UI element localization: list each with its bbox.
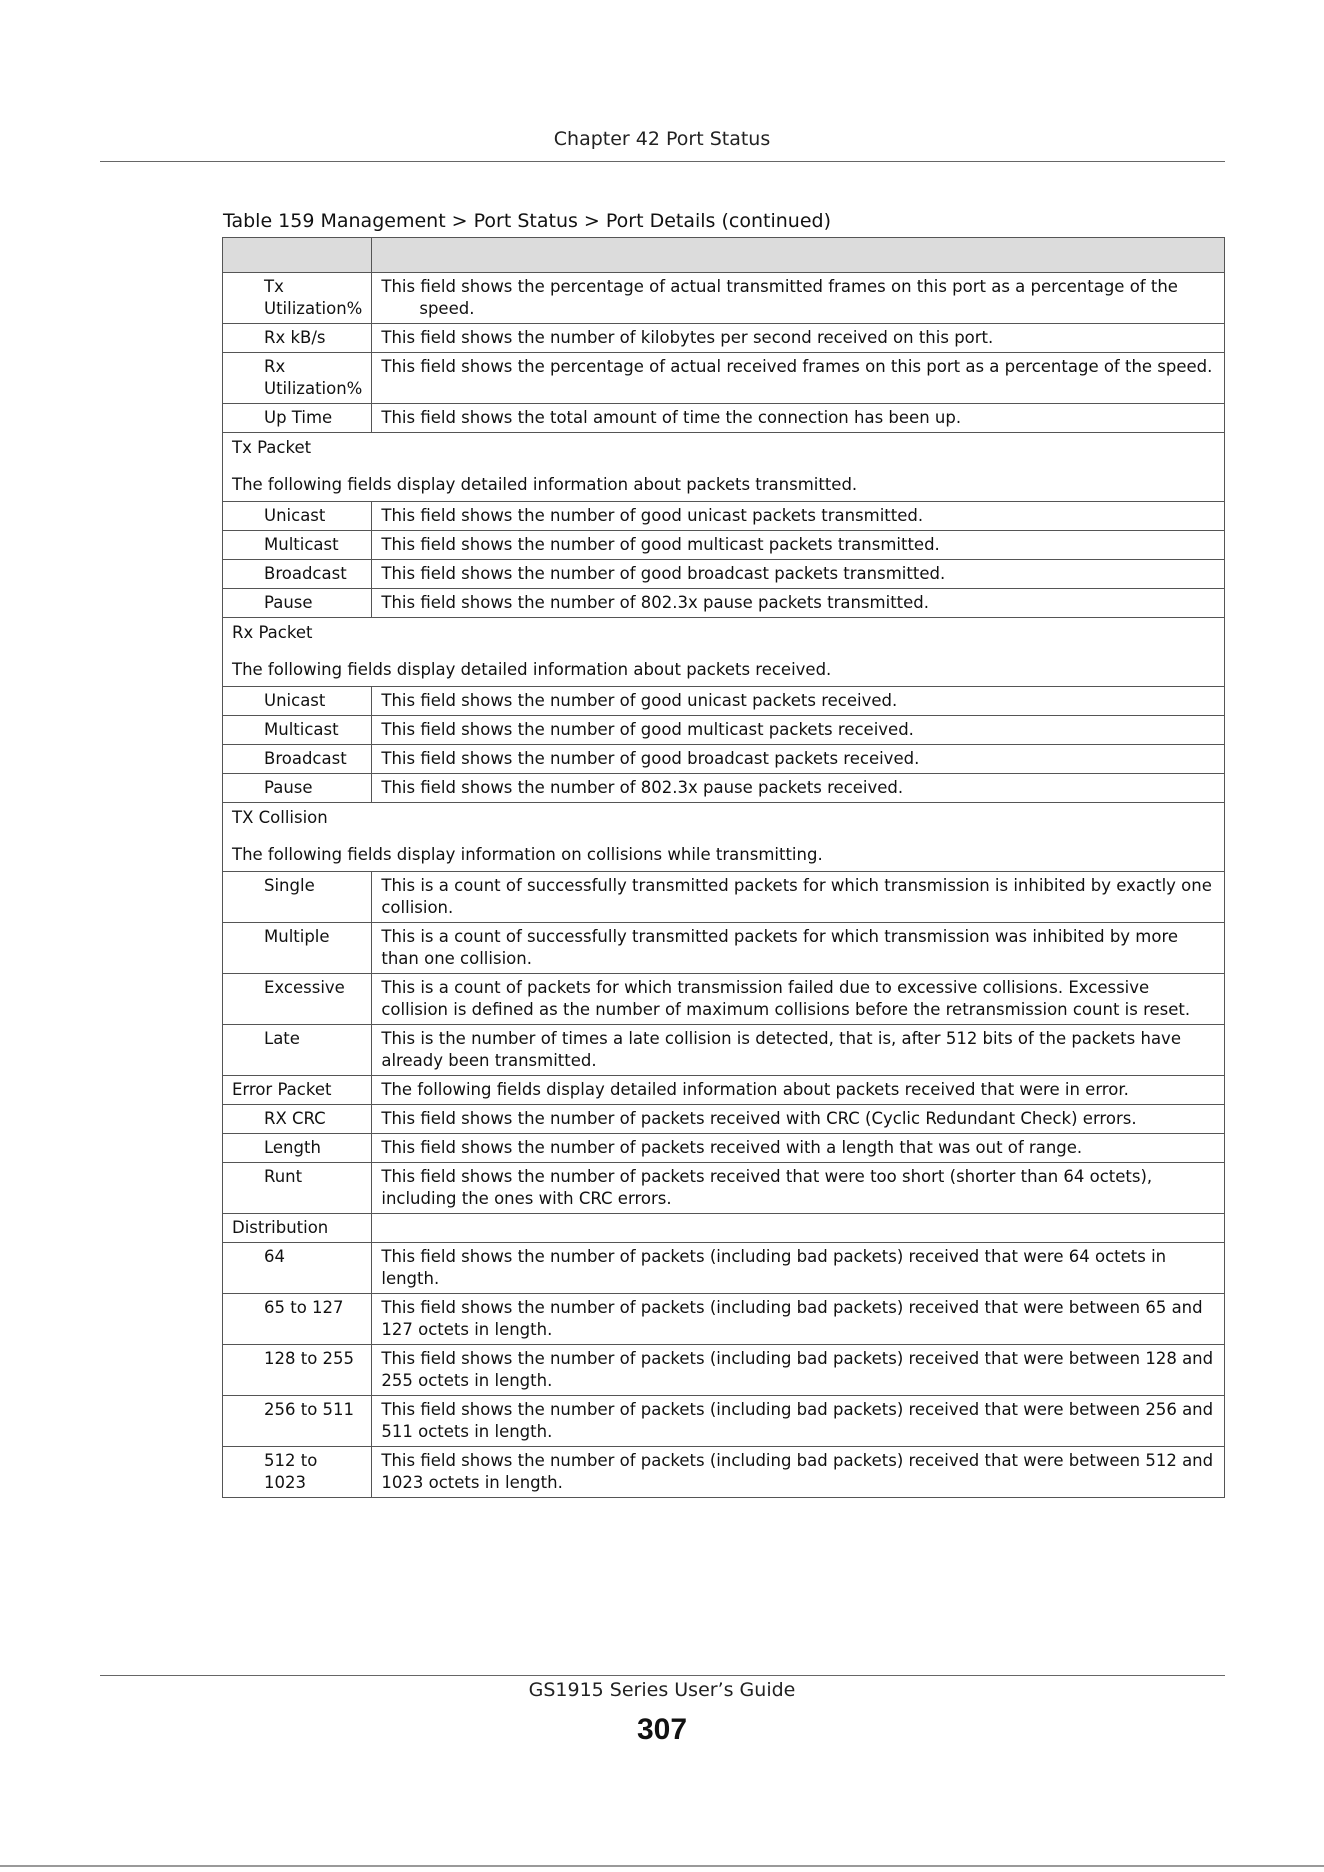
footer-guide-title: GS1915 Series User’s Guide — [528, 1679, 796, 1701]
row-label: Up Time — [223, 404, 372, 433]
page-number: 307 — [636, 1713, 688, 1746]
table-row — [223, 687, 1225, 716]
row-description: This field shows the total amount of time the connection has been up. — [372, 404, 1225, 433]
row-label: Single — [223, 872, 372, 923]
row-label: Runt — [223, 1163, 372, 1214]
section-title: TX Collision — [232, 808, 328, 827]
row-description-empty — [372, 1214, 1225, 1243]
table-caption: Table 159 Management > Port Status > Port Details (continued) — [223, 210, 831, 232]
row-description: This field shows the number of good broadcast packets received. — [372, 745, 1225, 774]
row-label: Rx Utilization% — [223, 353, 372, 404]
row-label: Unicast — [223, 687, 372, 716]
table-row — [223, 1243, 1225, 1294]
row-label: Distribution — [223, 1214, 372, 1243]
section-cell — [223, 618, 1225, 687]
row-label: 64 — [223, 1243, 372, 1294]
table-header-row — [223, 238, 1225, 273]
table-row-error-packet — [223, 1076, 1225, 1105]
row-description: This field shows the number of packets received that were too short (shorter than 64 octets), including the ones with CRC errors. — [372, 1163, 1225, 1214]
header-cell-description — [372, 238, 1225, 273]
row-description: This field shows the number of good multicast packets received. — [372, 716, 1225, 745]
row-label: Tx Utilization% — [223, 273, 372, 324]
table-row — [223, 974, 1225, 1025]
table-row — [223, 589, 1225, 618]
table-row — [223, 1294, 1225, 1345]
header-divider — [100, 161, 1225, 162]
port-details-table — [222, 237, 1225, 1498]
row-label: Unicast — [223, 502, 372, 531]
table-row — [223, 560, 1225, 589]
row-label: 128 to 255 — [223, 1345, 372, 1396]
row-label: Rx kB/s — [223, 324, 372, 353]
chapter-header: Chapter 42 Port Status — [553, 128, 771, 150]
table-row — [223, 745, 1225, 774]
table-row — [223, 1163, 1225, 1214]
section-cell — [223, 433, 1225, 502]
table-row — [223, 353, 1225, 404]
table-row — [223, 273, 1225, 324]
table-row — [223, 1447, 1225, 1498]
table-row — [223, 1396, 1225, 1447]
table-row-distribution — [223, 1214, 1225, 1243]
row-label: Multicast — [223, 531, 372, 560]
row-description: This field shows the number of good broadcast packets transmitted. — [372, 560, 1225, 589]
section-row-rx-packet — [223, 618, 1225, 687]
row-description: This is a count of successfully transmitted packets for which transmission was inhibited by more than one collision. — [372, 923, 1225, 974]
row-description: This is a count of packets for which transmission failed due to excessive collisions. Excessive collision is defined as the number of maximum collisions before the retransmission count is reset. — [372, 974, 1225, 1025]
header-cell-label — [223, 238, 372, 273]
row-label: Multiple — [223, 923, 372, 974]
table-row — [223, 531, 1225, 560]
row-description: This field shows the number of packets received with CRC (Cyclic Redundant Check) errors. — [372, 1105, 1225, 1134]
section-row-tx-packet — [223, 433, 1225, 502]
row-label: Pause — [223, 774, 372, 803]
row-description: This field shows the number of 802.3x pause packets received. — [372, 774, 1225, 803]
row-label: Broadcast — [223, 745, 372, 774]
section-description: The following fields display information on collisions while transmitting. — [232, 845, 823, 864]
table-row — [223, 1345, 1225, 1396]
row-label: 512 to 1023 — [223, 1447, 372, 1498]
row-label: Pause — [223, 589, 372, 618]
row-description: This field shows the number of packets (including bad packets) received that were 64 octets in length. — [372, 1243, 1225, 1294]
row-description: This field shows the number of packets (including bad packets) received that were between 65 and 127 octets in length. — [372, 1294, 1225, 1345]
table-row — [223, 1105, 1225, 1134]
row-label: Error Packet — [223, 1076, 372, 1105]
section-description: The following fields display detailed information about packets transmitted. — [232, 475, 858, 494]
table-row — [223, 923, 1225, 974]
row-label: Length — [223, 1134, 372, 1163]
row-description: This field shows the number of packets (including bad packets) received that were between 128 and 255 octets in length. — [372, 1345, 1225, 1396]
row-label: 65 to 127 — [223, 1294, 372, 1345]
row-label: Multicast — [223, 716, 372, 745]
page-bottom-edge — [0, 1865, 1324, 1867]
footer-divider — [100, 1675, 1225, 1676]
row-label: 256 to 511 — [223, 1396, 372, 1447]
table-row — [223, 1025, 1225, 1076]
table-row — [223, 774, 1225, 803]
row-label: Late — [223, 1025, 372, 1076]
row-description: This field shows the number of packets received with a length that was out of range. — [372, 1134, 1225, 1163]
row-label: Excessive — [223, 974, 372, 1025]
table-row — [223, 716, 1225, 745]
row-description: This is the number of times a late collision is detected, that is, after 512 bits of the packets have already been transmitted. — [372, 1025, 1225, 1076]
row-description: This is a count of successfully transmitted packets for which transmission is inhibited by exactly one collision. — [372, 872, 1225, 923]
row-description: This field shows the number of packets (including bad packets) received that were between 256 and 511 octets in length. — [372, 1396, 1225, 1447]
section-description: The following fields display detailed information about packets received. — [232, 660, 832, 679]
section-cell — [223, 803, 1225, 872]
row-description: This field shows the number of good unicast packets transmitted. — [372, 502, 1225, 531]
table-row — [223, 404, 1225, 433]
row-description: This field shows the number of good multicast packets transmitted. — [372, 531, 1225, 560]
row-description: This field shows the percentage of actual transmitted frames on this port as a percentage of the speed. — [372, 273, 1225, 324]
row-description: This field shows the number of 802.3x pause packets transmitted. — [372, 589, 1225, 618]
table-row — [223, 1134, 1225, 1163]
section-row-tx-collision — [223, 803, 1225, 872]
row-description: This field shows the percentage of actual received frames on this port as a percentage of the speed. — [372, 353, 1225, 404]
row-description: This field shows the number of good unicast packets received. — [372, 687, 1225, 716]
table-row — [223, 872, 1225, 923]
row-label: Broadcast — [223, 560, 372, 589]
row-label: RX CRC — [223, 1105, 372, 1134]
section-title: Rx Packet — [232, 623, 313, 642]
table-row — [223, 324, 1225, 353]
table-row — [223, 502, 1225, 531]
row-description: This field shows the number of kilobytes per second received on this port. — [372, 324, 1225, 353]
row-description: This field shows the number of packets (including bad packets) received that were between 512 and 1023 octets in length. — [372, 1447, 1225, 1498]
section-title: Tx Packet — [232, 438, 312, 457]
row-description: The following fields display detailed information about packets received that were in error. — [372, 1076, 1225, 1105]
